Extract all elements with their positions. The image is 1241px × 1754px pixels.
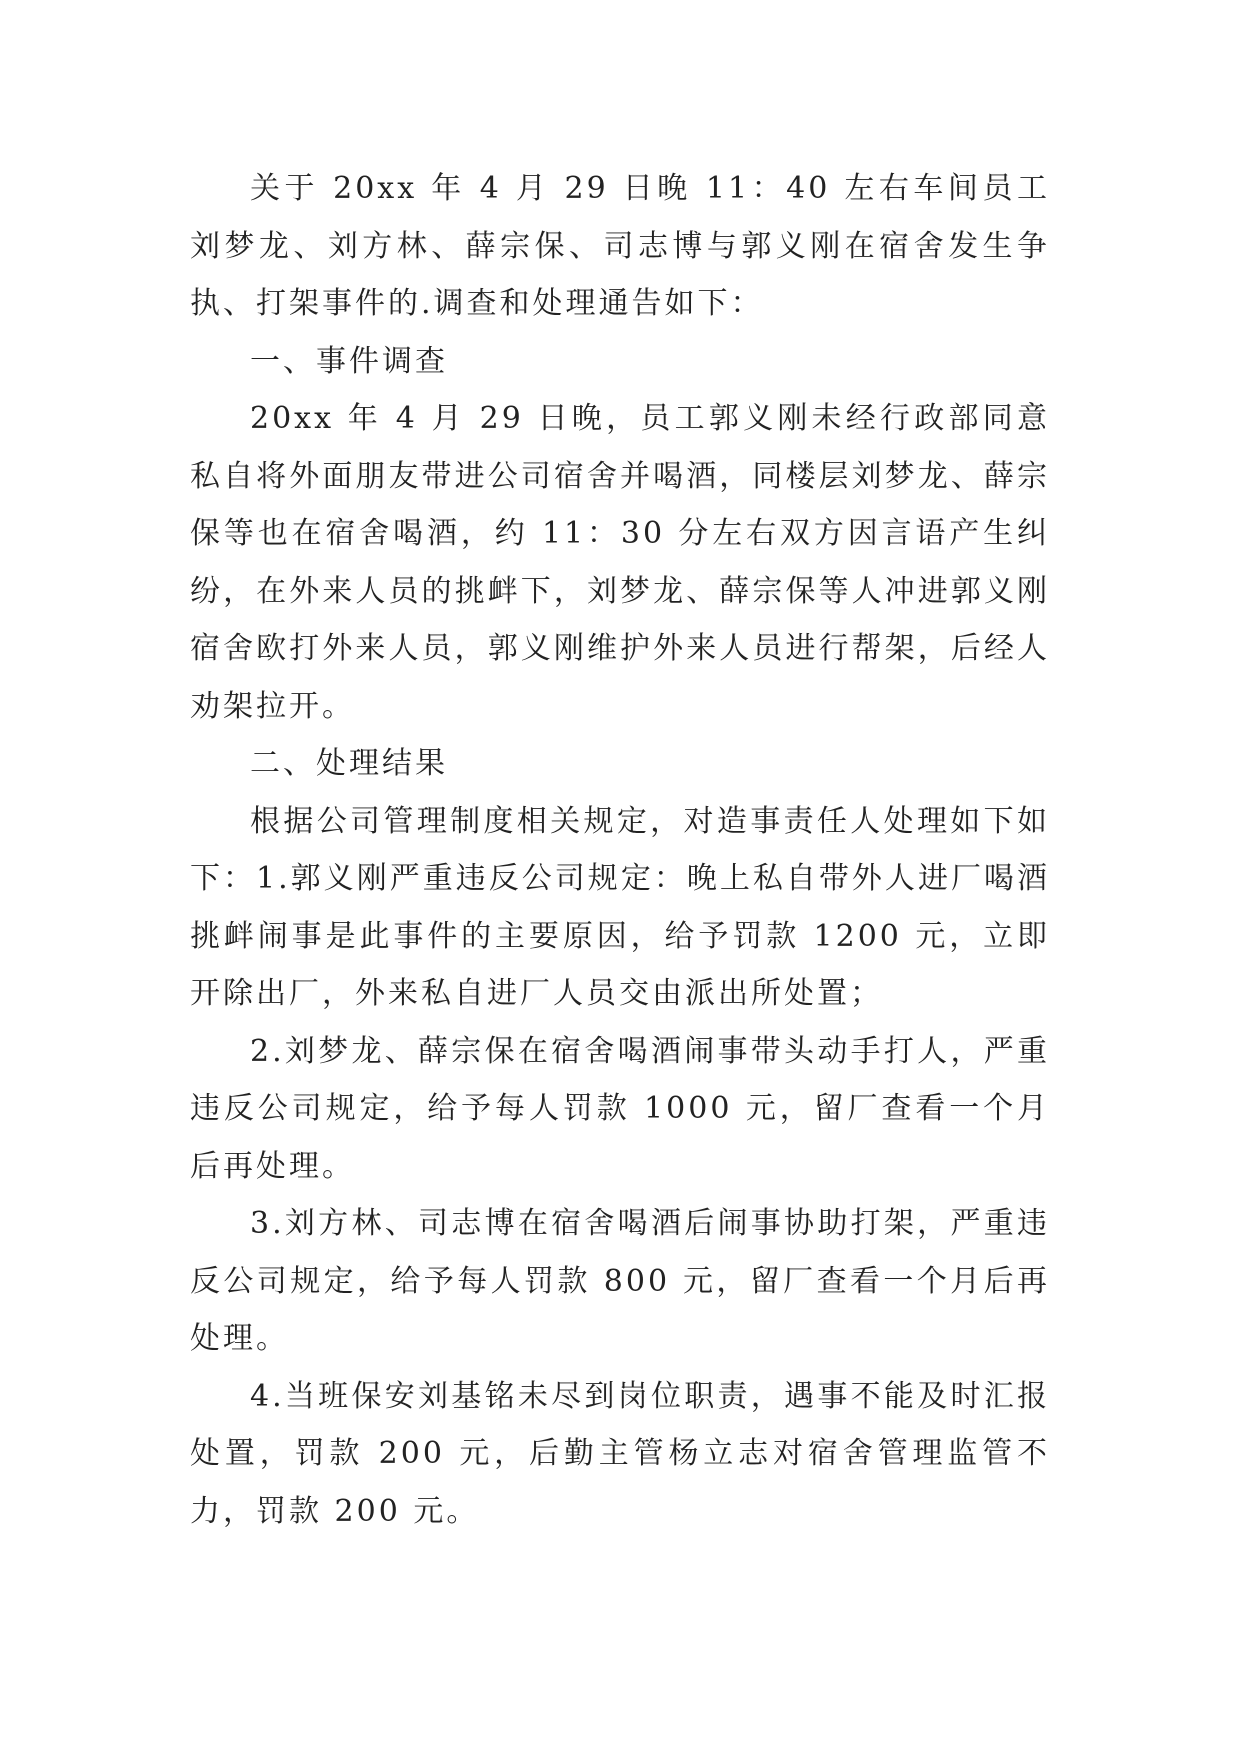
section-heading-result: 二、处理结果 [250,746,448,781]
result-paragraph-4: 4.当班保安刘基铭未尽到岗位职责，遇事不能及时汇报处置，罚款 200 元，后勤主管杨立志对宿舍管理监管不力，罚款 200 元。 [190,1378,1050,1529]
investigation-paragraph: 20xx 年 4 月 29 日晚，员工郭义刚未经行政部同意私自将外面朋友带进公司宿舍并喝酒，同楼层刘梦龙、薛宗保等也在宿舍喝酒，约 11：30 分左右双方因言语产生纠纷，在外来人员的挑衅下，刘梦龙、薛宗保等人冲进郭义刚宿舍欧打外来人员，郭义刚维护外来人员进行帮架，后经人劝架拉开。 [190,401,1050,724]
result-paragraph-3: 3.刘方林、司志博在宿舍喝酒后闹事协助打架，严重违反公司规定，给予每人罚款 800 元，留厂查看一个月后再处理。 [190,1206,1050,1356]
section-heading-investigation: 一、事件调查 [250,343,448,379]
result-paragraph-2: 2.刘梦龙、薛宗保在宿舍喝酒闹事带头动手打人，严重违反公司规定，给予每人罚款 1000 元，留厂查看一个月后再处理。 [190,1033,1050,1184]
document-body [190,160,1050,1540]
result-paragraph-1: 根据公司管理制度相关规定，对造事责任人处理如下如下：1.郭义刚严重违反公司规定：晚上私自带外人进厂喝酒挑衅闹事是此事件的主要原因，给予罚款 1200 元，立即开除出厂，外来私自进厂人员交由派出所处置； [190,803,1050,1011]
intro-paragraph: 关于 20xx 年 4 月 29 日晚 11：40 左右车间员工刘梦龙、刘方林、薛宗保、司志博与郭义刚在宿舍发生争执、打架事件的.调查和处理通告如下： [190,171,1050,321]
